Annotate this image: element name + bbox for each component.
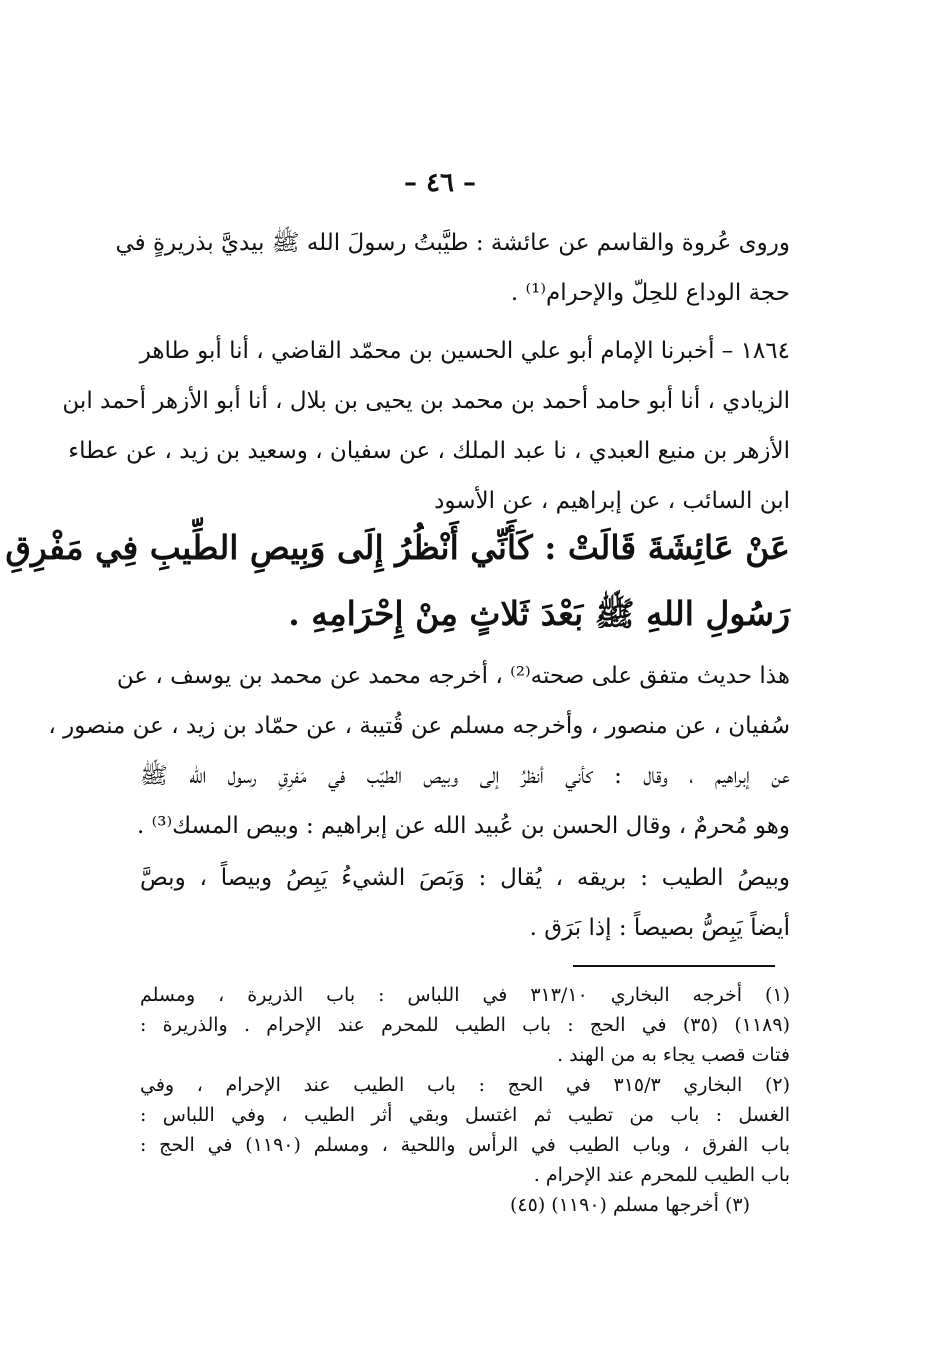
isnad-line: الأزهر بن منيع العبدي ، نا عبد الملك ، عن سفيان ، وسعيد بن زيد ، عن عطاء [68, 438, 790, 464]
footnote-line: (٢) البخاري ٣١٥/٣ في الحج : باب الطيب عند الإحرام ، وفي [140, 1074, 791, 1096]
intro-line: حجة الوداع للحِلّ والإحرام⁽¹⁾ . [510, 280, 790, 306]
footnote-line: (١١٨٩) (٣٥) في الحج : باب الطيب للمحرم عند الإحرام . والذريرة : [140, 1014, 790, 1036]
footnote-separator [573, 965, 775, 967]
hadith-line: رَسُولِ اللهِ ﷺ بَعْدَ ثَلاثٍ مِنْ إِحْرَامِهِ . [288, 594, 790, 633]
hadith-line: عَنْ عَائِشَةَ قَالَتْ : كَأَنِّي أَنْظُرُ إِلَى وَبِيصِ الطِّيبِ فِي مَفْرِقِ [5, 528, 790, 567]
takhrij-line: عن إبراهيم ، وقال : كأني أنظرُ إلى وبيص الطيّب في مَفرِقِ رسول الله ﷺ [140, 763, 790, 789]
footnote-line: فتات قصب يجاء به من الهند . [557, 1044, 790, 1066]
footnotes [140, 980, 790, 1220]
intro-line: وروى عُروة والقاسم عن عائشة : طيَّبتُ رسولَ الله ﷺ بيديَّ بذريرةٍ في [115, 230, 790, 256]
takhrij-paragraph [48, 651, 790, 851]
glossary-line: أيضاً يَبِصُّ بصيصاً : إذا بَرَق . [529, 915, 790, 941]
footnote-line: (١) أخرجه البخاري ٣١٣/١٠ في اللباس : باب الذريرة ، ومسلم [140, 984, 790, 1006]
intro-paragraph [115, 218, 790, 318]
takhrij-line: هذا حديث متفق على صحته⁽²⁾ ، أخرجه محمد عن محمد بن يوسف ، عن [116, 663, 790, 689]
footnote-line: (٣) أخرجها مسلم (١١٩٠) (٤٥) [510, 1194, 750, 1216]
page-number: – ٤٦ – [403, 168, 477, 198]
footnote-line: الغسل : باب من تطيب ثم اغتسل وبقي أثر الطيب ، وفي اللباس : [140, 1104, 790, 1126]
isnad-line: الزيادي ، أنا أبو حامد أحمد بن محمد بن يحيى بن بلال ، أنا أبو الأزهر أحمد ابن [62, 388, 790, 414]
footnote-line: باب الفرق ، وباب الطيب في الرأس واللحية ، ومسلم (١١٩٠) في الحج : [140, 1134, 790, 1156]
takhrij-line: سُفيان ، عن منصور ، وأخرجه مسلم عن قُتيبة ، عن حمّاد بن زيد ، عن منصور ، [48, 713, 790, 739]
glossary-paragraph [140, 853, 790, 953]
isnad-line: ١٨٦٤ – أخبرنا الإمام أبو علي الحسين بن محمّد القاضي ، أنا أبو طاهر [139, 338, 790, 364]
footnote-line: باب الطيب للمحرم عند الإحرام . [533, 1164, 790, 1186]
takhrij-line: وهو مُحرمٌ ، وقال الحسن بن عُبيد الله عن إبراهيم : وبيص المسك⁽³⁾ . [136, 813, 790, 839]
isnad-line: ابن السائب ، عن إبراهيم ، عن الأسود [434, 488, 790, 514]
isnad-paragraph [62, 326, 790, 526]
hadith-text [5, 515, 790, 647]
glossary-line: وبيصُ الطيب : بريقه ، يُقال : وَبَصَ الشيءُ يَبِصُ وبيصاً ، وبصَّ [140, 865, 790, 891]
